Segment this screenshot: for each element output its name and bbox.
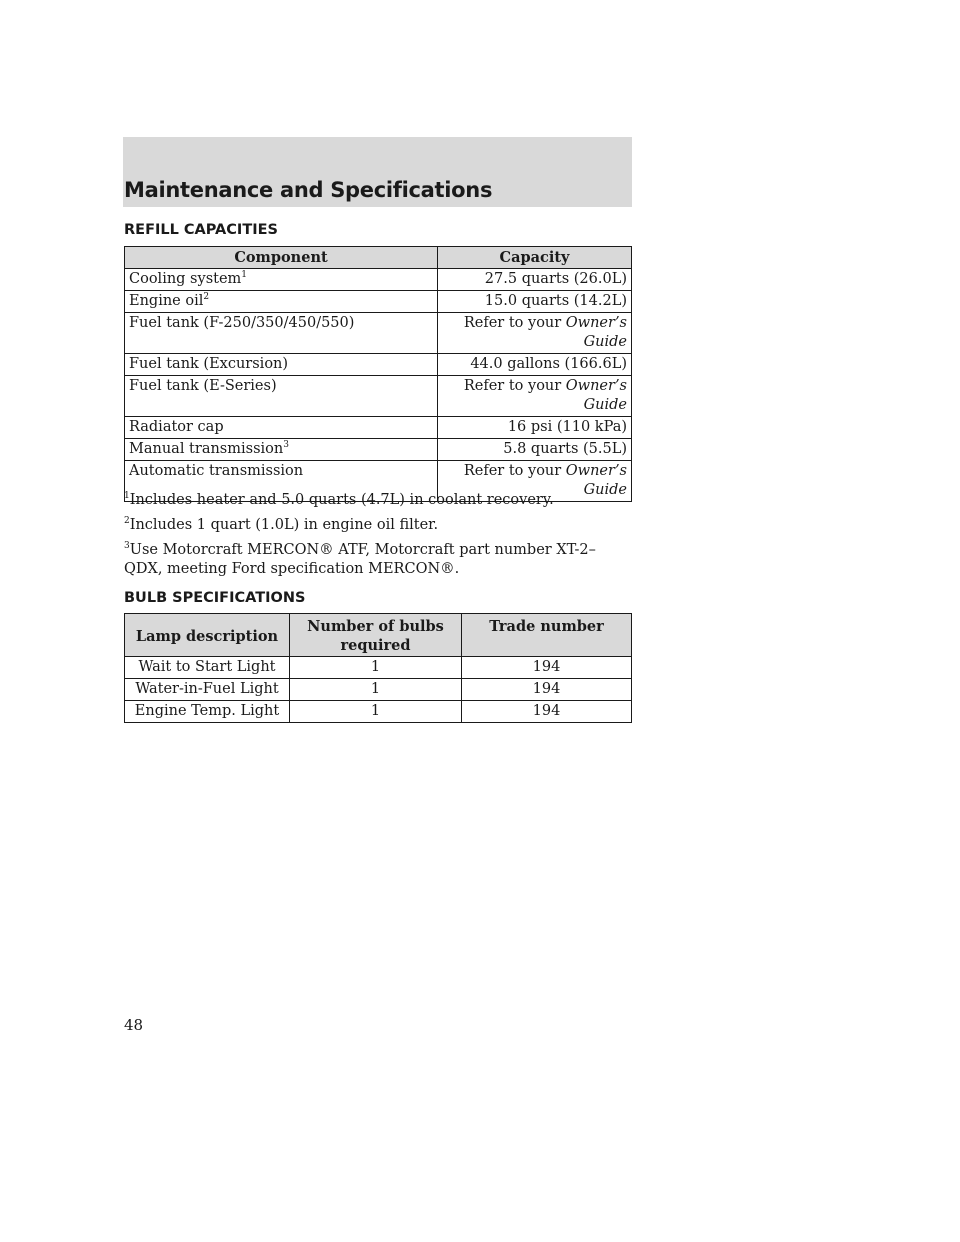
component-label: Manual transmission xyxy=(129,441,284,457)
table-row xyxy=(125,291,632,313)
owners-guide-reference: Owner’s Guide xyxy=(565,315,627,350)
column-header-lamp-description: Lamp description xyxy=(125,614,290,657)
refill-capacities-heading: REFILL CAPACITIES xyxy=(124,222,278,238)
table-row xyxy=(125,417,632,439)
component-cell xyxy=(125,291,438,313)
footnote-marker: 2 xyxy=(124,516,130,527)
footnote-reference: 3 xyxy=(283,440,289,451)
column-header-component: Component xyxy=(125,247,438,269)
count-cell: 1 xyxy=(290,679,462,701)
capacity-cell xyxy=(438,376,632,417)
capacity-prefix: Refer to your xyxy=(463,463,566,479)
refill-capacities-table xyxy=(124,246,632,502)
footnote-3 xyxy=(124,541,634,579)
footnote-marker: 3 xyxy=(124,541,130,552)
component-label: Cooling system xyxy=(129,271,242,287)
column-header-number-of-bulbs: Number of bulbs required xyxy=(290,614,462,657)
column-header-capacity: Capacity xyxy=(438,247,632,269)
lamp-cell: Engine Temp. Light xyxy=(125,701,290,723)
footnote-reference: 2 xyxy=(203,292,210,303)
bulb-specifications-heading: BULB SPECIFICATIONS xyxy=(124,590,306,606)
capacity-value: 15.0 quarts (14.2L) xyxy=(484,293,627,309)
capacity-prefix: Refer to your xyxy=(463,315,566,331)
page-number: 48 xyxy=(124,1016,144,1034)
table-row xyxy=(125,269,632,291)
trade-cell: 194 xyxy=(462,657,632,679)
footnote-1 xyxy=(124,491,634,510)
column-header-trade-number: Trade number xyxy=(462,614,632,657)
component-label: Fuel tank (F-250/350/450/550) xyxy=(129,315,355,331)
table-row xyxy=(125,439,632,461)
footnote-2 xyxy=(124,516,634,535)
footnote-reference: 1 xyxy=(241,270,248,281)
capacity-cell xyxy=(438,291,632,313)
component-label: Fuel tank (E-Series) xyxy=(129,378,277,394)
count-cell: 1 xyxy=(290,657,462,679)
table-row xyxy=(125,313,632,354)
component-cell xyxy=(125,376,438,417)
component-cell xyxy=(125,269,438,291)
table-row xyxy=(125,657,632,679)
table-row xyxy=(125,376,632,417)
footnotes xyxy=(124,491,634,585)
footnote-text: Use Motorcraft MERCON® ATF, Motorcraft part number XT-2–QDX, meeting Ford specification MERCON®. xyxy=(124,542,596,577)
bulb-specifications-table xyxy=(124,613,632,723)
capacity-cell xyxy=(438,417,632,439)
page-title: Maintenance and Specifications xyxy=(124,178,493,202)
component-label: Fuel tank (Excursion) xyxy=(129,356,289,372)
component-cell xyxy=(125,439,438,461)
lamp-cell: Water-in-Fuel Light xyxy=(125,679,290,701)
component-label: Automatic transmission xyxy=(129,463,304,479)
component-label: Radiator cap xyxy=(129,419,224,435)
table-header-row xyxy=(125,247,632,269)
footnote-marker: 1 xyxy=(124,491,130,502)
owners-guide-reference: Owner’s Guide xyxy=(565,463,627,498)
capacity-cell xyxy=(438,313,632,354)
component-label: Engine oil xyxy=(129,293,204,309)
capacity-value: 44.0 gallons (166.6L) xyxy=(470,356,627,372)
component-cell xyxy=(125,417,438,439)
component-cell xyxy=(125,354,438,376)
owners-guide-reference: Owner’s Guide xyxy=(565,378,627,413)
capacity-prefix: Refer to your xyxy=(463,378,566,394)
table-row xyxy=(125,354,632,376)
footnote-text: Includes 1 quart (1.0L) in engine oil filter. xyxy=(129,517,439,533)
count-cell: 1 xyxy=(290,701,462,723)
footnote-text: Includes heater and 5.0 quarts (4.7L) in coolant recovery. xyxy=(129,492,554,508)
trade-cell: 194 xyxy=(462,679,632,701)
trade-cell: 194 xyxy=(462,701,632,723)
capacity-cell xyxy=(438,354,632,376)
table-row xyxy=(125,679,632,701)
capacity-value: 5.8 quarts (5.5L) xyxy=(503,441,627,457)
capacity-cell xyxy=(438,439,632,461)
lamp-cell: Wait to Start Light xyxy=(125,657,290,679)
table-row xyxy=(125,701,632,723)
capacity-value: 16 psi (110 kPa) xyxy=(507,419,627,435)
table-header-row xyxy=(125,614,632,657)
component-cell xyxy=(125,313,438,354)
capacity-cell xyxy=(438,269,632,291)
capacity-value: 27.5 quarts (26.0L) xyxy=(484,271,627,287)
